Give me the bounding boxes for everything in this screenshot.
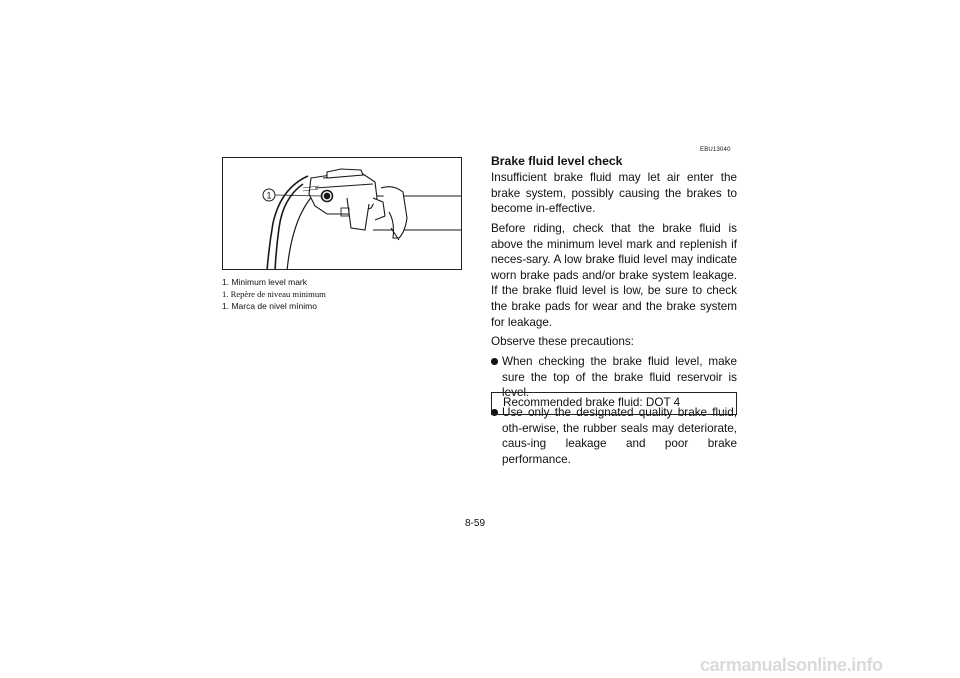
- figure-captions: [222, 276, 472, 312]
- paragraph: Observe these precautions:: [491, 335, 634, 349]
- list-item-text: When checking the brake fluid level, make sure the top of the brake fluid reservoir is level.: [502, 355, 737, 400]
- brake-reservoir-illustration: [222, 157, 462, 270]
- paragraph: Insufficient brake fluid may let air enter the brake system, possibly causing the brakes to become in-effective.: [491, 171, 737, 216]
- caption-french: 1. Repère de niveau minimum: [222, 289, 326, 299]
- caption-spanish: 1. Marca de nivel mínimo: [222, 301, 317, 311]
- section-heading: Brake fluid level check: [491, 154, 623, 168]
- paragraph: Before riding, check that the brake fluid is above the minimum level mark and replenish if neces-sary. A low brake fluid level may indicate worn brake pads and/or brake system leakage. If the brake fluid level is low, be sure to check the brake pads for wear and the brake system for leakage.: [491, 221, 737, 329]
- section-code: EBU13040: [700, 147, 731, 153]
- caption-english: 1. Minimum level mark: [222, 277, 308, 287]
- page-number: 8-59: [465, 518, 486, 529]
- section-body: [491, 170, 737, 472]
- bullet-icon: [491, 358, 498, 365]
- watermark: carmanualsonline.info: [700, 655, 883, 675]
- recommended-fluid-box: Recommended brake fluid: DOT 4: [491, 392, 737, 415]
- callout-number: 1: [266, 190, 272, 201]
- list-item-text: Use only the designated quality brake fluid, oth-erwise, the rubber seals may deteriorate, caus-ing leakage and poor brake performance.: [502, 406, 737, 466]
